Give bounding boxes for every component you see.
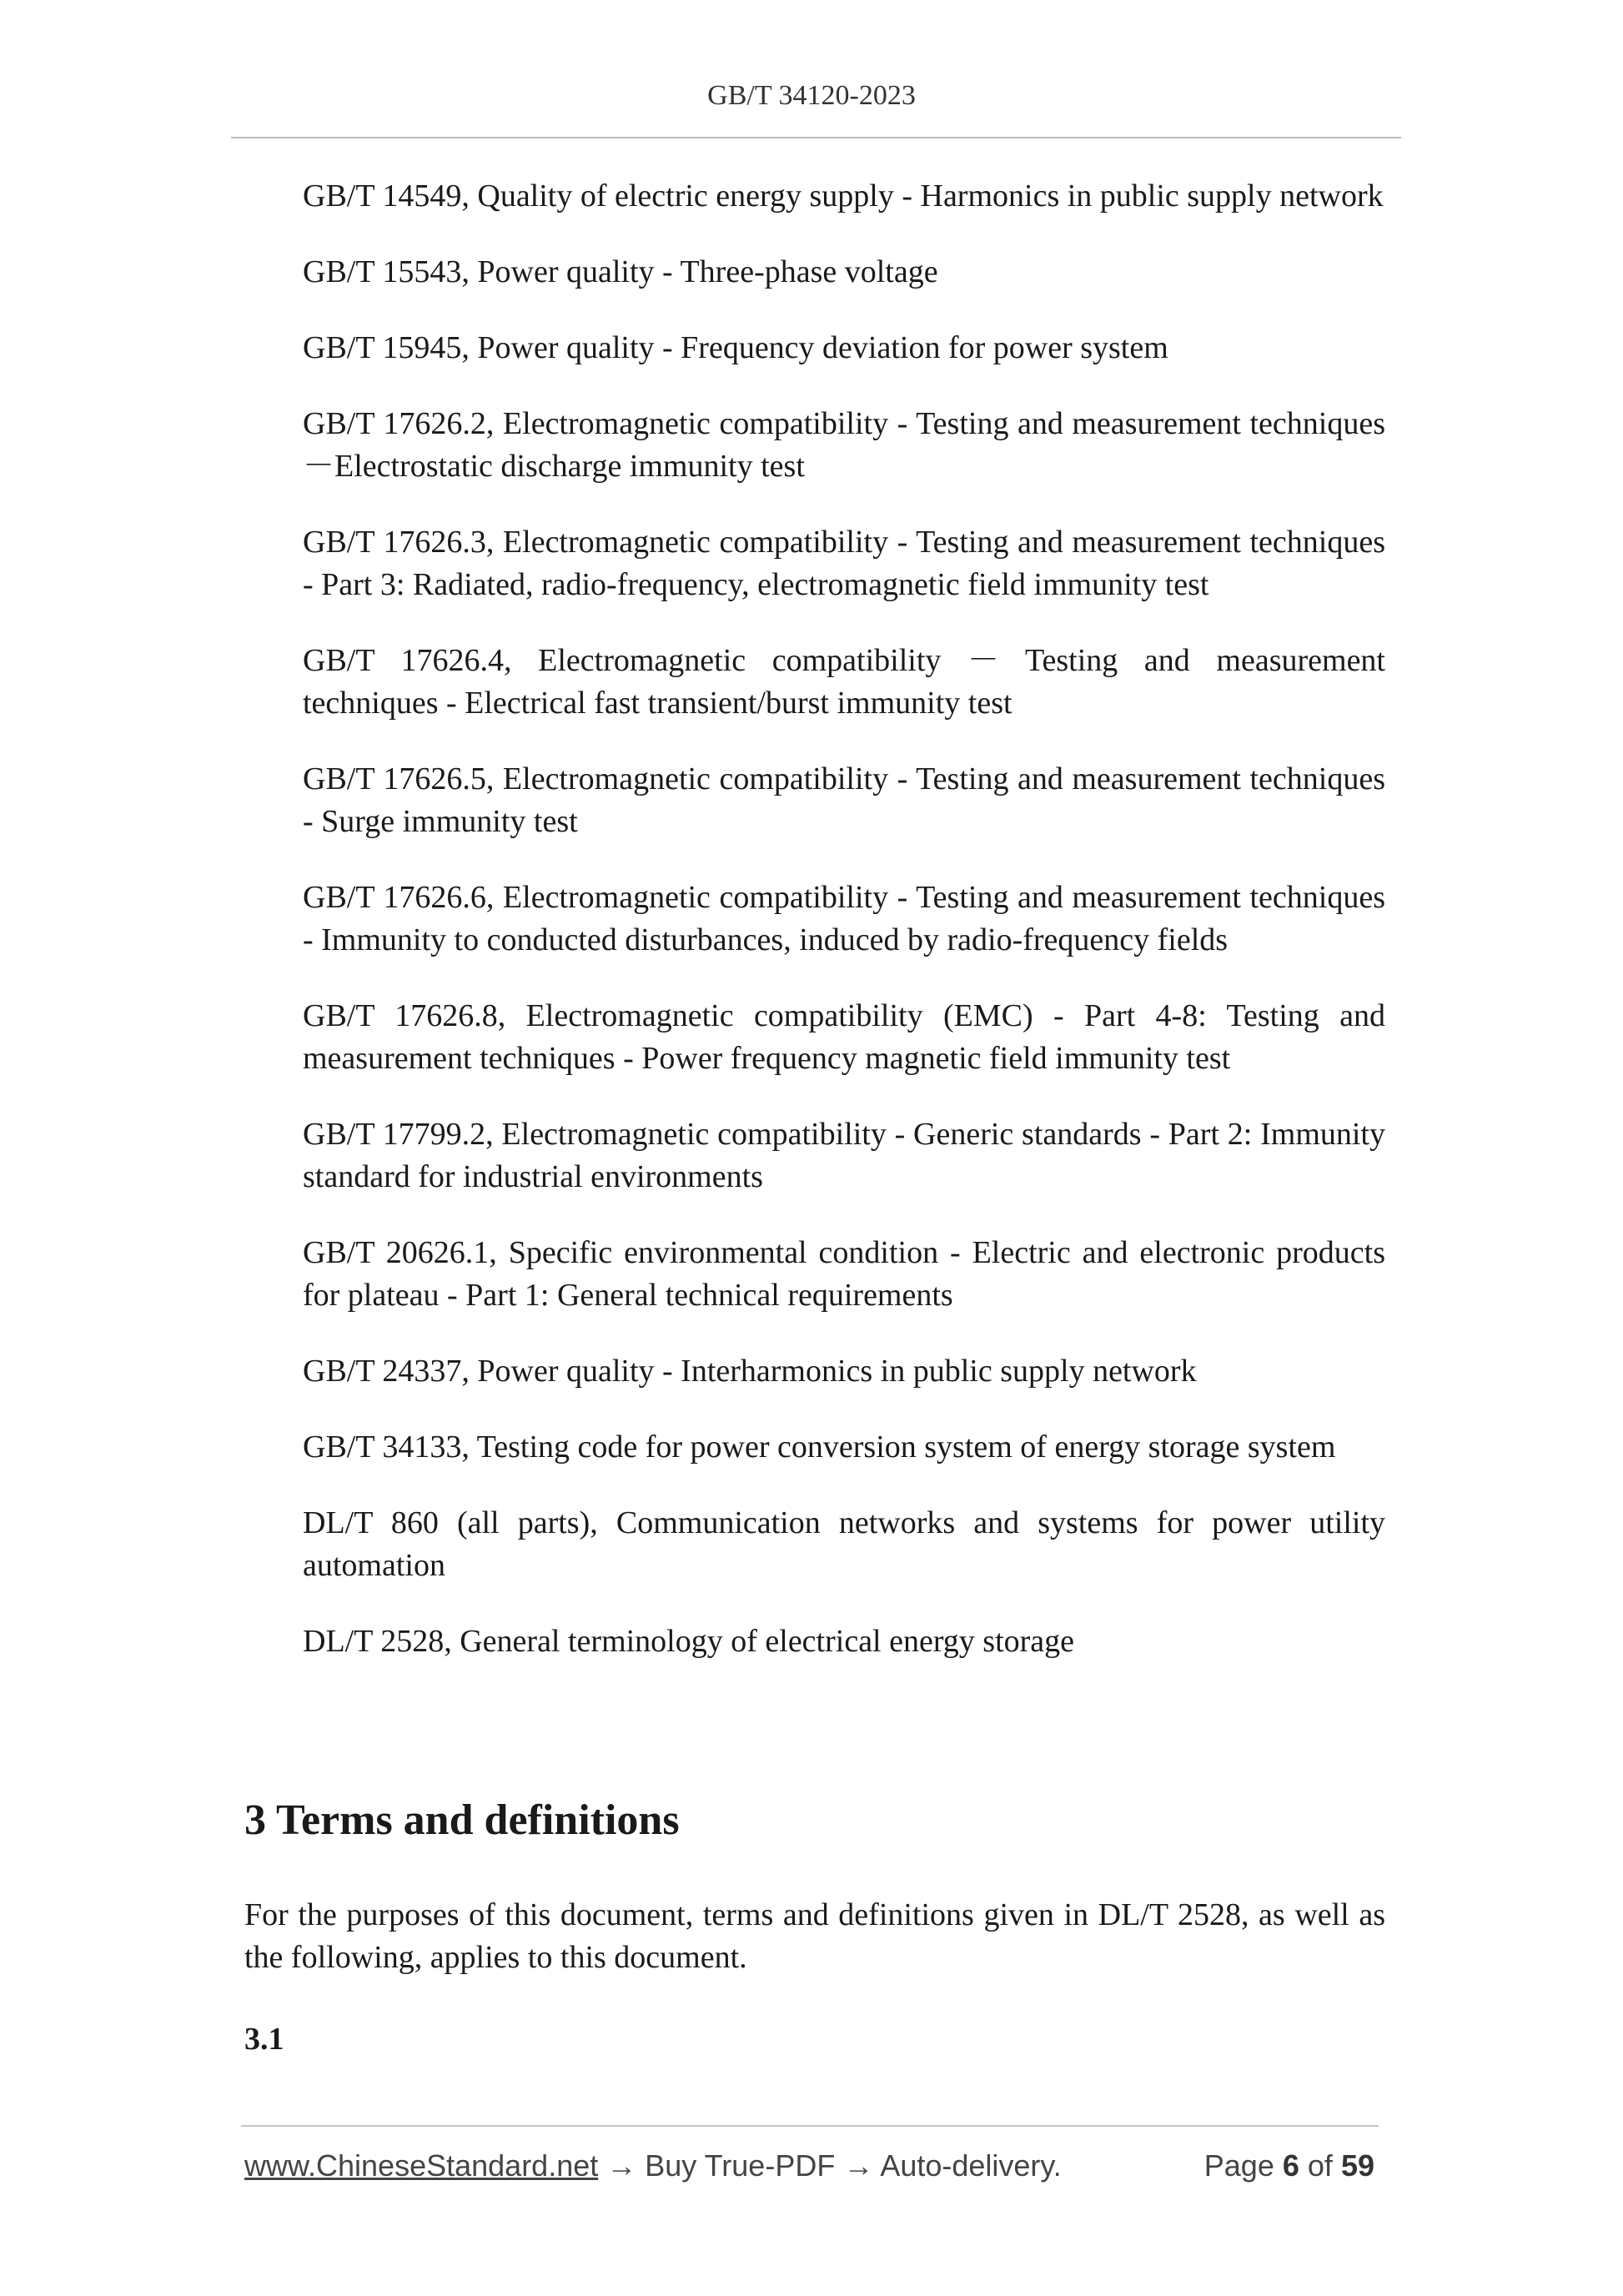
reference-entry: GB/T 34133, Testing code for power conversion system of energy storage system	[303, 1429, 1336, 1465]
reference-entry: DL/T 2528, General terminology of electrical energy storage	[303, 1624, 1075, 1659]
site-link[interactable]: www.ChineseStandard.net	[244, 2148, 599, 2183]
reference-entry: GB/T 17626.6, Electromagnetic compatibility - Testing and measurement techniques - Immunity to conducted disturbances, induced by radio-frequency fields	[303, 880, 1385, 957]
reference-entry: GB/T 15543, Power quality - Three-phase voltage	[303, 254, 938, 289]
reference-entry: DL/T 860 (all parts), Communication networks and systems for power utility automation	[303, 1505, 1385, 1583]
reference-entry: GB/T 15945, Power quality - Frequency deviation for power system	[303, 330, 1168, 365]
page-footer	[244, 2148, 1374, 2192]
normative-references-list	[303, 175, 1385, 1696]
footer-divider	[241, 2125, 1379, 2127]
reference-entry: GB/T 17626.2, Electromagnetic compatibility - Testing and measurement techniques－Electrostatic discharge immunity test	[303, 406, 1385, 484]
total-pages-number: 59	[1340, 2148, 1374, 2183]
reference-entry: GB/T 24337, Power quality - Interharmonics in public supply network	[303, 1354, 1197, 1389]
section-heading: 3 Terms and definitions	[244, 1796, 680, 1844]
section-intro-paragraph: For the purposes of this document, terms and definitions given in DL/T 2528, as well as the following, applies to this document.	[244, 1897, 1385, 1975]
reference-entry: GB/T 17799.2, Electromagnetic compatibility - Generic standards - Part 2: Immunity standard for industrial environments	[303, 1117, 1385, 1194]
footer-promo	[244, 2148, 1062, 2183]
reference-entry: GB/T 14549, Quality of electric energy supply - Harmonics in public supply network	[303, 178, 1384, 214]
reference-entry: GB/T 17626.4, Electromagnetic compatibility － Testing and measurement techniques - Electrical fast transient/burst immunity test	[303, 643, 1385, 721]
clause-number: 3.1	[244, 2022, 284, 2057]
running-header: GB/T 34120-2023	[707, 80, 916, 111]
page-label: Page	[1203, 2148, 1274, 2183]
reference-entry: GB/T 20626.1, Specific environmental condition - Electric and electronic products for plateau - Part 1: General technical requirements	[303, 1235, 1385, 1313]
header-divider	[231, 137, 1401, 138]
reference-entry: GB/T 17626.8, Electromagnetic compatibility (EMC) - Part 4-8: Testing and measurement techniques - Power frequency magnetic field immunity test	[303, 998, 1385, 1076]
current-page-number: 6	[1282, 2148, 1299, 2183]
page-of-label: of	[1307, 2148, 1333, 2183]
reference-entry: GB/T 17626.3, Electromagnetic compatibility - Testing and measurement techniques - Part 3: Radiated, radio-frequency, electromagnetic field immunity test	[303, 525, 1385, 602]
page-indicator	[1204, 2148, 1374, 2183]
footer-promo-text: → Buy True-PDF → Auto-delivery.	[598, 2148, 1062, 2183]
reference-entry: GB/T 17626.5, Electromagnetic compatibility - Testing and measurement techniques - Surge immunity test	[303, 761, 1385, 839]
